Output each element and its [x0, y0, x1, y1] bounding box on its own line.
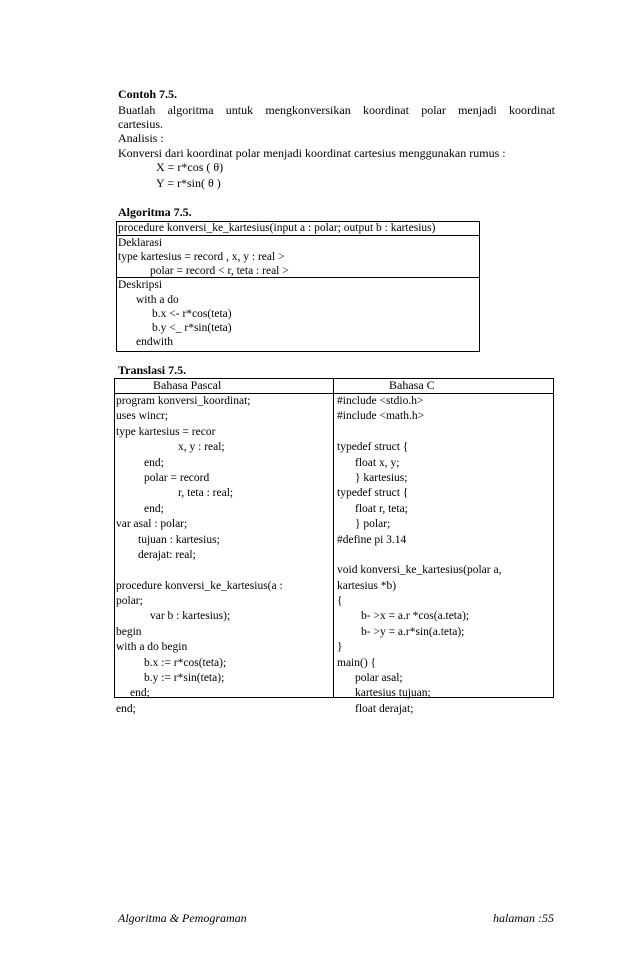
c-line: } polar; [355, 518, 391, 531]
deklarasi-line-1: type kartesius = record , x, y : real > [118, 251, 285, 263]
c-column-header: Bahasa C [389, 378, 435, 392]
c-line: void konversi_ke_kartesius(polar a, [337, 564, 502, 577]
contoh-question-line1: Buatlah algoritma untuk mengkonversikan koordinat polar menjadi koordinat [118, 103, 555, 117]
contoh-question-line2: cartesius. [118, 117, 163, 131]
pascal-line: procedure konversi_ke_kartesius(a : [116, 579, 283, 592]
c-line: typedef struct { [337, 487, 409, 500]
formula-x: X = r*cos ( θ) [156, 160, 224, 174]
c-line: polar asal; [355, 672, 403, 685]
pascal-column-header: Bahasa Pascal [153, 378, 222, 392]
c-line: #define pi 3.14 [337, 533, 407, 546]
pascal-line: uses wincr; [116, 410, 169, 423]
formula-y: Y = r*sin( θ ) [156, 176, 221, 190]
footer-page-number: halaman :55 [493, 911, 554, 925]
pascal-line: tujuan : kartesius; [138, 533, 220, 546]
c-code [337, 394, 551, 717]
c-line: { [337, 595, 343, 608]
algoritma-title: Algoritma 7.5. [118, 205, 192, 219]
footer-left: Algoritma & Pemograman [118, 911, 247, 925]
deklarasi-line-2: polar = record < r, teta : real > [150, 265, 289, 277]
pascal-line: derajat: real; [138, 548, 196, 561]
c-line: float derajat; [355, 702, 414, 715]
c-line: #include <stdio.h> [337, 395, 424, 407]
pascal-line: b.x := r*cos(teta); [144, 656, 227, 669]
c-line: float r, teta; [355, 502, 408, 515]
c-line: kartesius tujuan; [355, 687, 431, 700]
pascal-line: end; [116, 702, 136, 715]
c-line [337, 548, 551, 563]
translasi-column-divider [333, 378, 334, 698]
c-line: b- >y = a.r*sin(a.teta); [361, 625, 465, 638]
c-line: typedef struct { [337, 441, 409, 454]
pascal-line: b.y := r*sin(teta); [144, 672, 225, 685]
c-line: } [337, 641, 343, 654]
c-line: b- >x = a.r *cos(a.teta); [361, 610, 470, 623]
pascal-line: end; [130, 687, 150, 700]
c-line: main() { [337, 656, 377, 669]
pascal-line: program konversi_koordinat; [116, 395, 251, 407]
deskripsi-line-1: with a do [136, 294, 179, 306]
pascal-line: type kartesius = recor [116, 425, 216, 438]
pascal-line: with a do begin [116, 641, 188, 654]
pascal-line: polar; [116, 595, 143, 608]
c-line: #include <math.h> [337, 410, 425, 423]
c-line [337, 425, 551, 440]
analisis-label: Analisis : [118, 131, 164, 145]
konversi-text: Konversi dari koordinat polar menjadi koordinat cartesius menggunakan rumus : [118, 146, 506, 160]
pascal-line: x, y : real; [178, 441, 225, 454]
deskripsi-label: Deskripsi [118, 279, 163, 291]
pascal-line: end; [144, 502, 164, 515]
pascal-line [116, 563, 331, 578]
pascal-line: begin [116, 625, 142, 638]
deskripsi-line-3: b.y <_ r*sin(teta) [152, 322, 232, 334]
translasi-title: Translasi 7.5. [118, 363, 187, 377]
c-line: kartesius *b) [337, 579, 397, 592]
pascal-code [116, 394, 331, 717]
deskripsi-line-4: endwith [136, 336, 174, 348]
pascal-line: var asal : polar; [116, 518, 188, 531]
pascal-line: polar = record [144, 471, 210, 484]
pascal-line: var b : kartesius); [150, 610, 231, 623]
deskripsi-line-2: b.x <- r*cos(teta) [152, 308, 232, 320]
pascal-line: r, teta : real; [178, 487, 234, 500]
contoh-title: Contoh 7.5. [118, 87, 178, 101]
deklarasi-label: Deklarasi [118, 237, 163, 249]
c-line: float x, y; [355, 456, 400, 469]
algoritma-header: procedure konversi_ke_kartesius(input a : polar; output b : kartesius) [118, 222, 436, 234]
pascal-line: end; [144, 456, 164, 469]
c-line: } kartesius; [355, 471, 408, 484]
